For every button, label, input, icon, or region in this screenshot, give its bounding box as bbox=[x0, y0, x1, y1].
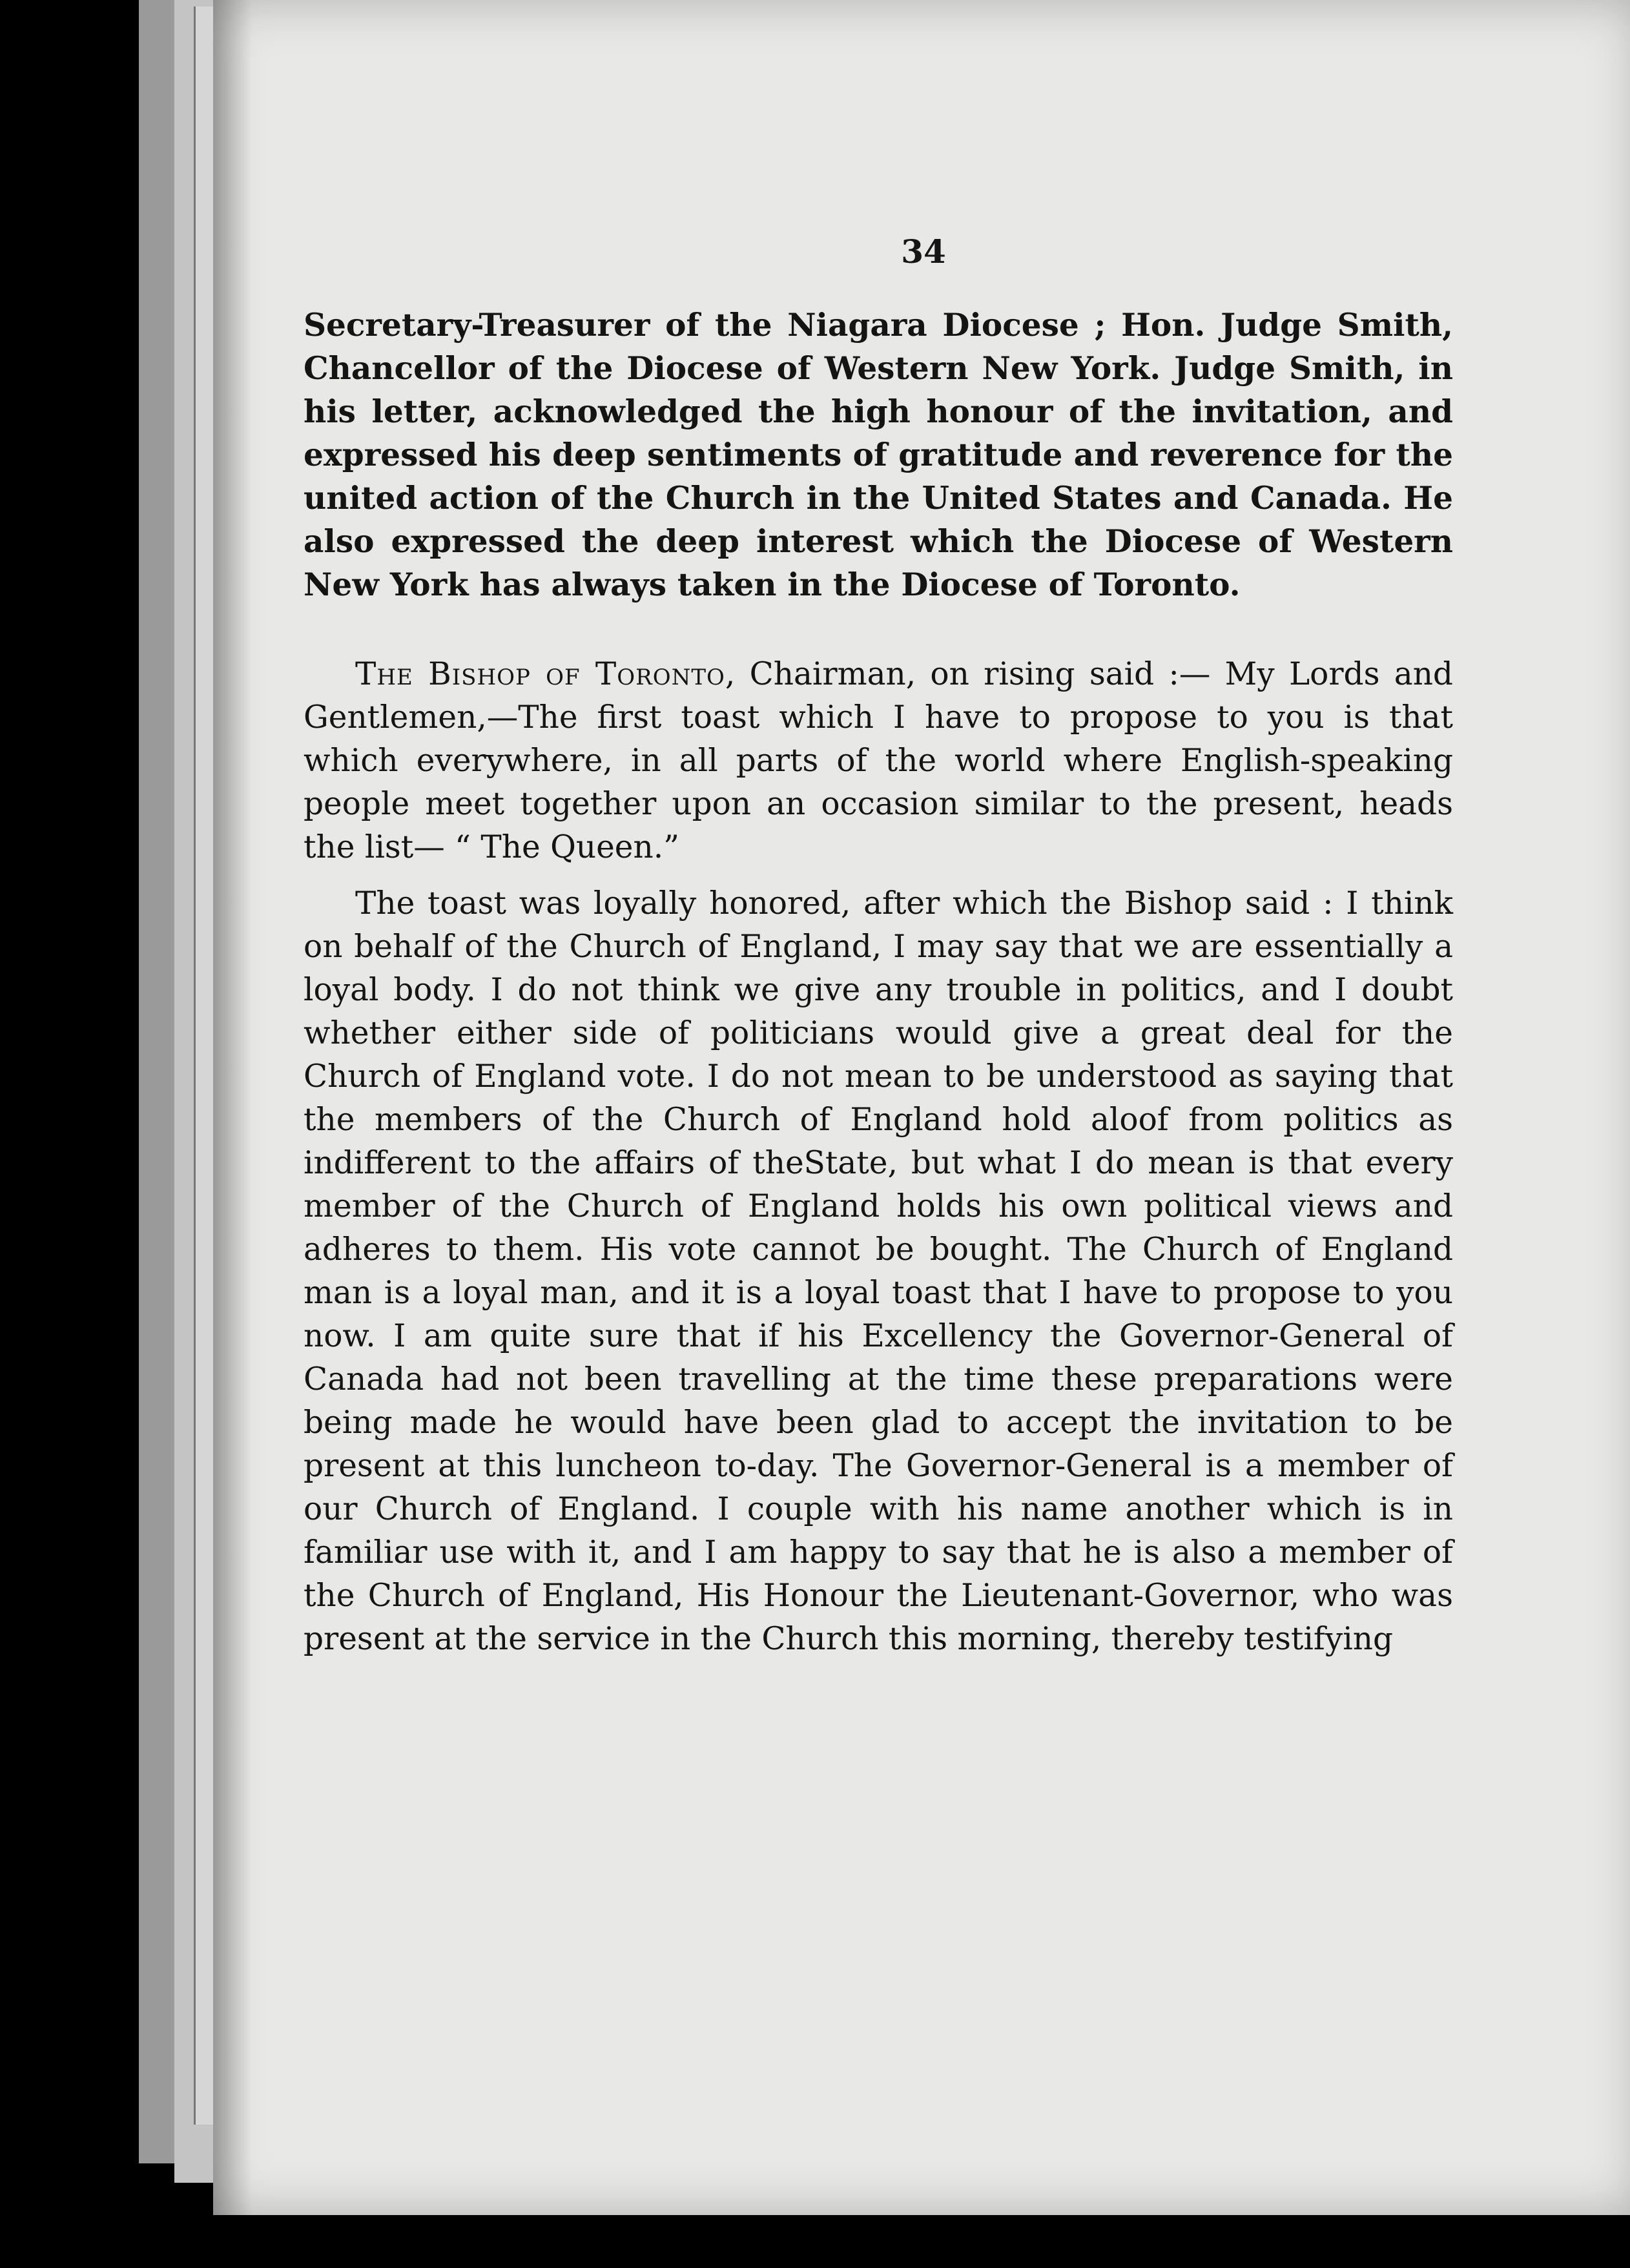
gutter-shadow bbox=[213, 0, 252, 2215]
paragraph-2-text: , Chairman, on rising said :— My Lords and Gentlemen,—The first toast which I have to propose to you is that which everywhere, in all parts of the world where English-speaking people meet together upon an occasion similar to the present, heads the list— “ The Queen.” bbox=[304, 656, 1453, 865]
bishop-of-toronto-smallcaps: The Bishop of Toronto bbox=[355, 656, 725, 692]
paragraph-3: The toast was loyally honored, after which the Bishop said : I think on behalf of the Church of England, I may say that we are essentially a loyal body. I do not think we give any trouble in politics, and I doubt whether either side of politicians would give a great deal for the Church of England vote. I do not mean to be understood as saying that the members of the Church of England hold aloof from politics as indifferent to the affairs of theState, but what I do mean is that every member of the Church of England holds his own political views and adheres to them. His vote cannot be bought. The Church of England man is a loyal man, and it is a loyal toast that I have to propose to you now. I am quite sure that if his Excellency the Governor-General of Canada had not been travelling at the time these preparations were being made he would have been glad to accept the invitation to be present at this luncheon to-day. The Governor-General is a member of our Church of England. I couple with his name another which is in familiar use with it, and I am happy to say that he is also a member of the Church of England, His Honour the Lieutenant-Governor, who was present at the service in the Church this morning, thereby testifying bbox=[304, 885, 1453, 1657]
page-number: 34 bbox=[901, 232, 946, 271]
paragraph-1: Secretary-Treasurer of the Niagara Diocese ; Hon. Judge Smith, Chancellor of the Diocese of Western New York. Judge Smith, in his letter, acknowledged the high honour of the invitation, and expressed his deep sentiments of gratitude and reverence for the united action of the Church in the United States and Canada. He also expressed the deep interest which the Diocese of Western New York has always taken in the Diocese of Toronto. bbox=[304, 307, 1453, 603]
paragraph-2 bbox=[304, 653, 1453, 869]
page-body-text bbox=[304, 304, 1453, 1661]
